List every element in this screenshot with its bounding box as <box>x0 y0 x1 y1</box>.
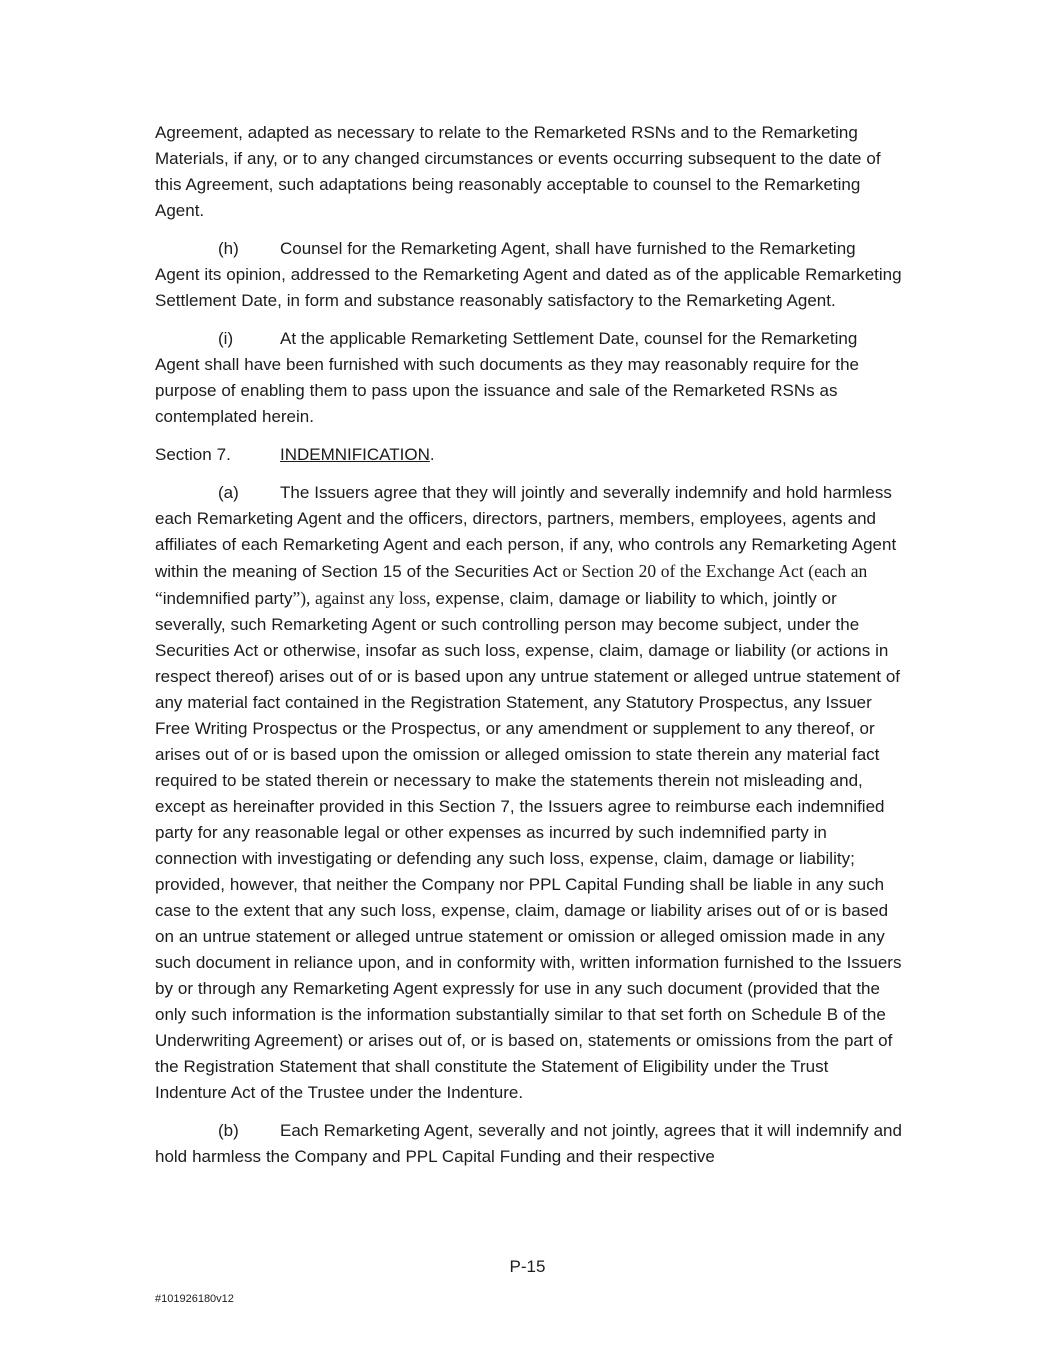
paragraph-label: (a) <box>218 483 239 502</box>
section-title: INDEMNIFICATION <box>280 445 430 464</box>
paragraph <box>155 120 903 224</box>
page-number: P-15 <box>509 1257 546 1276</box>
paragraph-text: The Issuers agree that they will jointly and severally indemnify and hold harmless each Remarketing Agent and the officers, directors, partners, members, employees, agents and affiliates of each Remarketing Agent and each person, if any, who controls any Remarketing Agent within the meaning of Section 15 of the Securities Act <box>155 483 897 581</box>
paragraph <box>155 480 903 1106</box>
paragraph-text: indemnified party <box>162 589 293 608</box>
paragraph-label: (b) <box>218 1121 239 1140</box>
paragraph-label: (h) <box>218 239 239 258</box>
paragraph-text-serif: ”), against any loss, <box>292 588 431 608</box>
section-number: Section 7. <box>155 445 231 464</box>
paragraph <box>155 236 903 314</box>
section-heading: Section 7. INDEMNIFICATION. <box>155 442 903 468</box>
paragraph-text: Each Remarketing Agent, severally and not jointly, agrees that it will indemnify and hold harmless the Company and PPL Capital Funding and their respective <box>155 1121 902 1166</box>
document-body <box>155 120 903 1182</box>
paragraph <box>155 326 903 430</box>
paragraph <box>155 1118 903 1170</box>
document-id: #101926180v12 <box>155 1293 234 1305</box>
paragraph-text-serif: or Section 20 of the Exchange Act (each an “ <box>155 561 868 608</box>
paragraph-label: (i) <box>218 329 234 348</box>
paragraph-text: At the applicable Remarketing Settlement Date, counsel for the Remarketing Agent shall have been furnished with such documents as they may reasonably require for the purpose of enabling them to pass upon the issuance and sale of the Remarketed RSNs as contemplated herein. <box>155 329 859 426</box>
paragraph-text: Counsel for the Remarketing Agent, shall have furnished to the Remarketing Agent its opinion, addressed to the Remarketing Agent and dated as of the applicable Remarketing Settlement Date, in form and substance reasonably satisfactory to the Remarketing Agent. <box>155 239 902 310</box>
paragraph-text: expense, claim, damage or liability to which, jointly or severally, such Remarketing Agent or such controlling person may become subject, under the Securities Act or otherwise, insofar as such loss, expense, claim, damage or liability (or actions in respect thereof) arises out of or is based upon any untrue statement or alleged untrue statement of any material fact contained in the Registration Statement, any Statutory Prospectus, any Issuer Free Writing Prospectus or the Prospectus, or any amendment or supplement to any thereof, or arises out of or is based upon the omission or alleged omission to state therein any material fact required to be stated therein or necessary to make the statements therein not misleading and, except as hereinafter provided in this Section 7, the Issuers agree to reimburse each indemnified party for any reasonable legal or other expenses as incurred by such indemnified party in connection with investigating or defending any such loss, expense, claim, damage or liability; provided, however, that neither the Company nor PPL Capital Funding shall be liable in any such case to the extent that any such loss, expense, claim, damage or liability arises out of or is based on an untrue statement or alleged untrue statement or omission or alleged omission made in any such document in reliance upon, and in conformity with, written information furnished to the Issuers by or through any Remarketing Agent expressly for use in any such document (provided that the only such information is the information substantially similar to that set forth on Schedule B of the Underwriting Agreement) or arises out of, or is based on, statements or omissions from the part of the Registration Statement that shall constitute the Statement of Eligibility under the Trust Indenture Act of the Trustee under the Indenture. <box>155 589 902 1102</box>
paragraph-text: Agreement, adapted as necessary to relate to the Remarketed RSNs and to the Remarketing Materials, if any, or to any changed circumstances or events occurring subsequent to the date of this Agreement, such adaptations being reasonably acceptable to counsel to the Remarketing Agent. <box>155 123 881 220</box>
